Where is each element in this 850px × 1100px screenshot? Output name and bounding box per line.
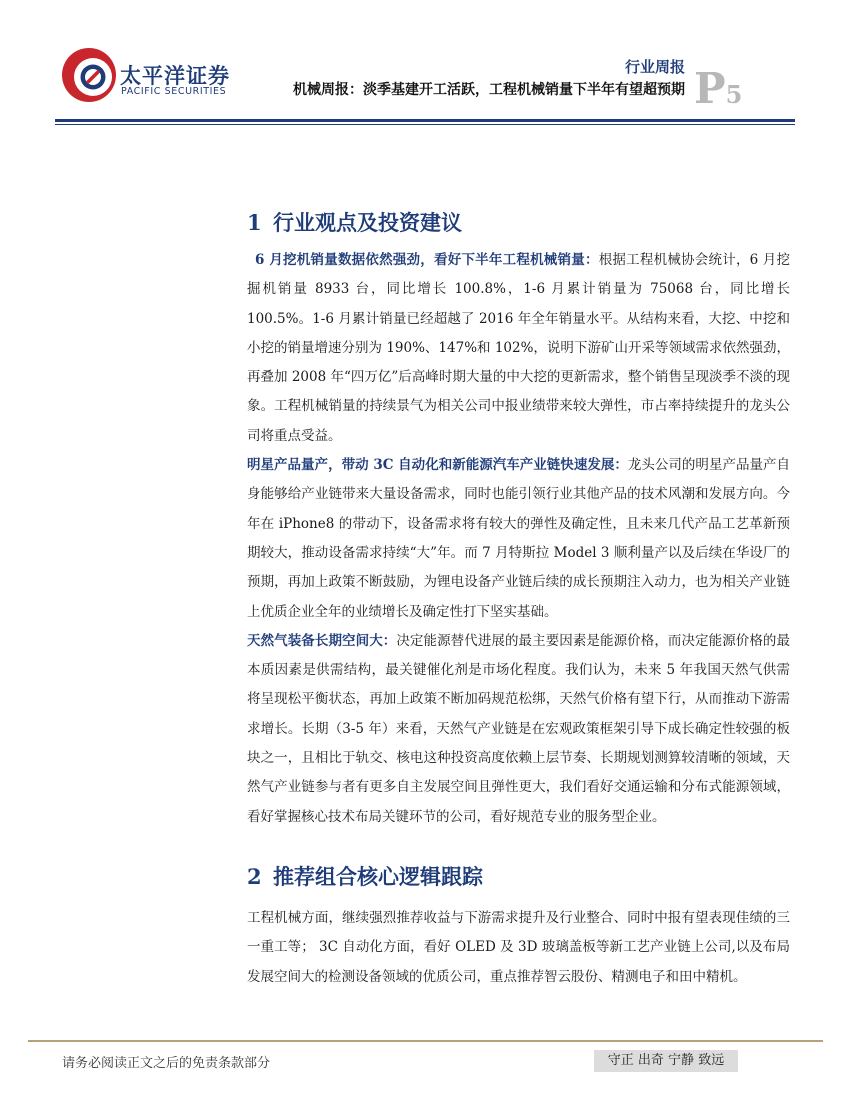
section-number: 2: [247, 863, 262, 889]
section-heading: [247, 858, 790, 896]
paragraph-text: 决定能源替代进展的最主要因素是能源价格，而决定能源价格的最本质因素是供需结构，最关键催化剂是市场化程度。我们认为，未来 5 年我国天然气供需将呈现松平衡状态，再加上政策不断加码规范松绑，天然气价格有望下行，从而推动下游需求增长。长期（3-5 年）来看，天然气产业链是在宏观政策框架引导下成长确定性较强的板块之一，且相比于轨交、核电这种投资高度依赖上层节奏、长期规划测算较清晰的领域，天然气产业链参与者有更多自主发展空间且弹性更大，我们看好交通运输和分布式能源领域，看好掌握核心技术布局关键环节的公司，看好规范专业的服务型企业。: [247, 632, 791, 825]
section-title: 推荐组合核心逻辑跟踪: [273, 863, 483, 889]
footer-rule: [28, 1040, 823, 1042]
page-letter: P: [694, 64, 726, 113]
paragraph: [247, 246, 790, 451]
paragraph-text: 根据工程机械协会统计，6 月挖掘机销量 8933 台，同比增长 100.8%，1-6 月累计销量为 75068 台，同比增长 100.5%。1-6 月累计销量已经超越了 2016 年全年销量水平。从结构来看，大挖、中挖和小挖的销量增速分别为 190%、147%和 102%，说明下游矿山开采等领域需求依然强劲，再叠加 2008 年“四万亿”后高峰时期大量的中大挖的更新需求，整个销售呈现淡季不淡的现象。工程机械销量的持续景气为相关公司中报业绩带来较大弹性，市占率持续提升的龙头公司将重点受益。: [247, 252, 790, 444]
logo-text-cn: 太平洋证券: [120, 64, 230, 88]
footer-disclaimer: 请务必阅读正文之后的免责条款部分: [62, 1056, 271, 1071]
section-title: 行业观点及投资建议: [273, 210, 462, 235]
pacific-securities-logo-icon: [58, 44, 120, 106]
paragraph-lead: 天然气装备长期空间大：: [247, 632, 397, 649]
page-number-value: 5: [725, 80, 743, 109]
paragraph: [247, 904, 790, 992]
logo-text-en: PACIFIC SECURITIES: [121, 86, 227, 97]
report-title: 机械周报：淡季基建开工活跃，工程机械销量下半年有望超预期: [293, 82, 685, 98]
paragraph: [247, 627, 790, 832]
paragraph-lead: 明星产品量产，带动 3C 自动化和新能源汽车产业链快速发展：: [247, 457, 628, 474]
paragraph-text: 工程机械方面，继续强烈推荐收益与下游需求提升及行业整合、同时中报有望表现佳绩的三一重工等； 3C 自动化方面，看好 OLED 及 3D 玻璃盖板等新工艺产业链上公司,以及布局发展空间大的检测设备领域的优质公司，重点推荐智云股份、精测电子和田中精机。: [247, 909, 790, 985]
section-heading: [247, 204, 790, 242]
header-rule-thin: [55, 124, 795, 125]
section-number: 1: [247, 210, 262, 235]
header-rule-thick: [55, 119, 795, 122]
footer-motto: 守正 出奇 宁静 致远: [594, 1050, 738, 1072]
paragraph-text: 龙头公司的明星产品量产自身能够给产业链带来大量设备需求，同时也能引领行业其他产品的技术风潮和发展方向。今年在 iPhone8 的带动下，设备需求将有较大的弹性及确定性，且未来几代产品工艺革新预期较大，推动设备需求持续“大”年。而 7 月特斯拉 Model 3 顺利量产以及后续在华设厂的预期，再加上政策不断鼓励，为锂电设备产业链后续的成长预期注入动力，也为相关产业链上优质企业全年的业绩增长及确定性打下坚实基础。: [247, 457, 791, 620]
report-type: 行业周报: [624, 58, 685, 76]
paragraph: [247, 451, 790, 627]
paragraph-lead: 6 月挖机销量数据依然强劲，看好下半年工程机械销量：: [255, 252, 599, 268]
main-content: [247, 204, 790, 992]
page-number: [694, 64, 742, 113]
